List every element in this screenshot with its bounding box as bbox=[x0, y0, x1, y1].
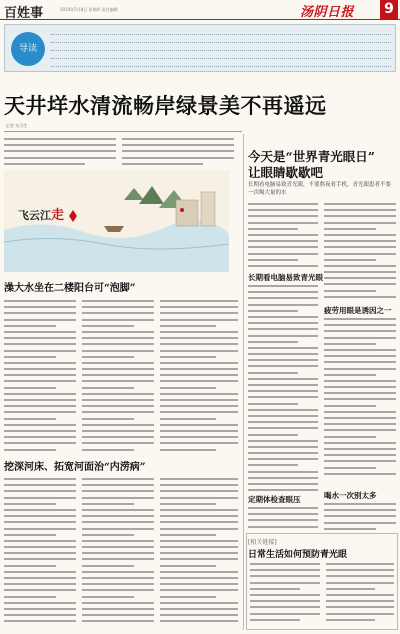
right-subhead-4: 定期体检查眼压 bbox=[248, 495, 301, 504]
section2-col1 bbox=[4, 478, 76, 627]
section1-col2 bbox=[82, 300, 154, 455]
right-headline-line1: 今天是“世界青光眼日” bbox=[248, 149, 375, 164]
right-col2-block3 bbox=[324, 503, 396, 534]
related-col2 bbox=[326, 563, 394, 625]
right-subhead-2: 疲劳用眼是诱因之一 bbox=[324, 306, 392, 315]
section-title: 百姓事 bbox=[4, 6, 44, 21]
right-headline-line2: 让眼睛歇歇吧 bbox=[248, 165, 324, 180]
right-summary: 长期看电脑易致青光眼，不要熬夜看手机，青光眼患者不要一次喝大量的水 bbox=[248, 182, 392, 196]
section2-col2 bbox=[82, 478, 154, 627]
section1-col3 bbox=[160, 300, 238, 455]
guide-box bbox=[4, 24, 396, 72]
right-col2-block1 bbox=[324, 203, 396, 302]
right-subhead-3: 喝水一次别太多 bbox=[324, 491, 377, 500]
related-label: [相关链接] bbox=[248, 539, 277, 546]
page-headline: 天井垟水清流畅岸绿景美不再遥远 bbox=[4, 93, 327, 118]
article-intro-col1 bbox=[4, 138, 116, 169]
related-col1 bbox=[250, 563, 320, 625]
section-title-1: 澡大水坐在二楼阳台可“泡脚” bbox=[4, 283, 136, 294]
illustration bbox=[4, 170, 229, 272]
column-divider bbox=[243, 134, 244, 630]
illustration-title-highlight: 走 bbox=[51, 208, 65, 223]
masthead bbox=[0, 0, 400, 20]
right-col1-block1 bbox=[248, 203, 318, 271]
illustration-title: 飞云江走 bbox=[18, 204, 78, 223]
byline: 记者 实习生 bbox=[6, 123, 28, 128]
guide-text bbox=[51, 30, 391, 70]
section1-col1 bbox=[4, 300, 76, 455]
related-title: 日常生活如何预防青光眼 bbox=[248, 550, 348, 560]
article-intro-col2 bbox=[122, 138, 234, 169]
divider bbox=[4, 131, 242, 132]
date-line: 2014年5月8日 星期四 责任编辑 bbox=[60, 7, 118, 12]
right-subhead-1: 长期看电脑易致青光眼 bbox=[248, 273, 323, 282]
page-number: 9 bbox=[380, 0, 398, 19]
right-col1-block3 bbox=[248, 507, 318, 532]
pen-nib-icon bbox=[68, 210, 78, 222]
right-col1-block2 bbox=[248, 285, 318, 495]
section2-col3 bbox=[160, 478, 238, 627]
right-col2-block2 bbox=[324, 318, 396, 479]
guide-badge: 导读 bbox=[11, 32, 45, 66]
paper-logo: 汤阴日报 bbox=[300, 5, 355, 20]
section-title-2: 挖深河床、拓宽河面治“内涝病” bbox=[4, 462, 146, 473]
